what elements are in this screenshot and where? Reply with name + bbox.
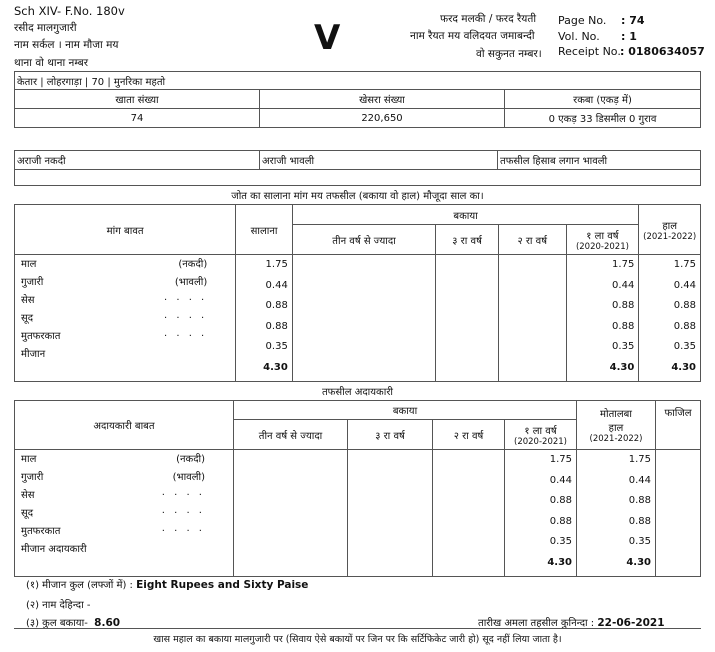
salana-value: 0.35 (265, 341, 288, 352)
demand-caption: जोत का सालाना मांग मय तफसील (बकाया वो हाल) मौजूदा साल का। (231, 191, 484, 202)
salana-col-header: सालाना (236, 205, 293, 255)
payment-caption: तफसील अदायकारी (321, 387, 393, 398)
volume-letter: V (314, 18, 341, 58)
payment-item-mizan: मीजान अदायकारी (21, 544, 87, 555)
bakaya-col-header: बकाया (292, 205, 639, 225)
motalba-values-cell (577, 450, 656, 577)
demand-col-header: मांग बावत (15, 205, 236, 255)
doosra-varsh-cell (498, 255, 566, 382)
pehla-varsh-value: 1.75 (612, 259, 635, 270)
motalba-col-header: मोतालबा हाल (2021-2022) (577, 401, 656, 450)
payment-teesra-varsh-header: ३ रा वर्ष (348, 420, 433, 450)
motalba-value: 1.75 (628, 454, 651, 465)
motalba-value: 0.88 (628, 515, 651, 527)
salana-value: 0.88 (265, 320, 288, 332)
motalba-value: 0.88 (628, 495, 651, 506)
footer-divider (14, 628, 701, 629)
demand-item-sood: सूद · · · · (21, 313, 208, 324)
motalba-total: 4.30 (626, 556, 651, 568)
pehla-varsh-value: 0.88 (612, 320, 635, 332)
payment-item-ses: सेस · · · · (21, 490, 205, 501)
form-code: Sch XIV- F.No. 180v (14, 4, 125, 18)
payment-pehla-varsh-value: 0.88 (549, 515, 572, 527)
teesra-varsh-header: ३ रा वर्ष (436, 225, 499, 255)
depositor-name: (२) नाम देहिन्दा - (26, 600, 91, 611)
salana-value: 1.75 (265, 259, 288, 270)
payment-bakaya-header: बकाया (234, 401, 577, 420)
thana-label: थाना वो थाना नम्बर (14, 57, 89, 69)
pehla-varsh-value: 0.35 (612, 341, 635, 352)
payment-teesra-varsh-cell (348, 450, 433, 577)
receipt-no-label: Receipt No. (558, 45, 621, 58)
receipt-no-value: : 0180634057 (620, 45, 705, 58)
khata-header: खाता संख्या (15, 90, 260, 109)
salana-value: 0.44 (265, 279, 288, 291)
araji-table (14, 150, 701, 186)
demand-items-cell (15, 255, 236, 382)
location-line: केतार | लोहरगाड़ा | 70 | मुनरिका महतो (15, 72, 701, 90)
total-arrears: (३) कुल बकाया- 8.60 (26, 617, 121, 629)
salana-values-cell (236, 255, 293, 382)
hal-values-cell (639, 255, 701, 382)
pehla-varsh-values-cell (566, 255, 639, 382)
vol-no-label: Vol. No. (558, 30, 600, 43)
payment-pehla-varsh-total: 4.30 (547, 556, 572, 568)
page-no-value: : 74 (621, 14, 645, 27)
araji-blank-row (15, 170, 701, 186)
demand-table (14, 204, 701, 382)
raiyat-label: नाम रैयत मय वलिदयत जमाबन्दी (410, 30, 535, 42)
tin-varsh-header: तीन वर्ष से ज्यादा (292, 225, 435, 255)
rakba-value: 0 एकड़ 33 डिसमील 0 गुराव (505, 109, 701, 128)
payment-item-mutafarkat: मुतफरकात · · · · (21, 526, 205, 537)
circle-label: नाम सर्कल । नाम मौजा मय (14, 39, 119, 51)
payment-doosra-varsh-header: २ रा वर्ष (433, 420, 505, 450)
demand-item-mal: माल (नकदी) (21, 259, 208, 270)
fard-label: फरद मलकी / फरद रैयती (440, 13, 537, 25)
motalba-value: 0.44 (628, 474, 651, 486)
salana-total: 4.30 (263, 361, 288, 373)
payment-item-gujari: गुजारी (भावली) (21, 472, 205, 483)
demand-item-gujari: गुजारी (भावली) (21, 277, 208, 288)
demand-item-ses: सेस · · · · (21, 295, 208, 306)
payment-pehla-varsh-value: 0.35 (549, 536, 572, 547)
pehla-varsh-value: 0.44 (612, 279, 635, 291)
payment-table (14, 400, 701, 577)
payment-pehla-varsh-values-cell (505, 450, 577, 577)
payment-pehla-varsh-value: 0.88 (549, 495, 572, 506)
payment-tin-varsh-cell (234, 450, 348, 577)
demand-item-mutafarkat: मुतफरकात · · · · (21, 331, 208, 342)
khesra-header: खेसरा संख्या (260, 90, 505, 109)
receipt-type: रसीद मालगुजारी (14, 22, 77, 34)
tafsil-lagan: तफसील हिसाब लगान भावली (498, 151, 701, 170)
tin-varsh-cell (292, 255, 435, 382)
tehsil-date: तारीख अमला तहसील कुनिन्दा : 22-06-2021 (478, 617, 665, 629)
payment-item-mal: माल (नकदी) (21, 454, 205, 465)
khata-value: 74 (15, 109, 260, 128)
fazil-values-cell (656, 450, 701, 577)
land-info-table (14, 71, 701, 128)
hal-value: 1.75 (673, 259, 696, 270)
hal-value: 0.44 (673, 279, 696, 291)
salana-value: 0.88 (265, 300, 288, 311)
total-in-words: (१) मीजान कुल (लफ्जों में) : Eight Rupees and Sixty Paise (26, 579, 309, 591)
payment-item-sood: सूद · · · · (21, 508, 205, 519)
rakba-header: रकबा (एकड़ में) (505, 90, 701, 109)
sakunat-label: वो सकुनत नम्बर। (476, 48, 542, 60)
payment-col-header: अदायकारी बाबत (15, 401, 234, 450)
hal-total: 4.30 (671, 361, 696, 373)
page-no-label: Page No. (558, 14, 607, 27)
payment-items-cell (15, 450, 234, 577)
pehla-varsh-value: 0.88 (612, 300, 635, 311)
teesra-varsh-cell (436, 255, 499, 382)
payment-doosra-varsh-cell (433, 450, 505, 577)
pehla-varsh-header: १ ला वर्ष (2020-2021) (566, 225, 639, 255)
payment-pehla-varsh-header: १ ला वर्ष (2020-2021) (505, 420, 577, 450)
payment-pehla-varsh-value: 1.75 (549, 454, 572, 465)
khesra-value: 220,650 (260, 109, 505, 128)
payment-tin-varsh-header: तीन वर्ष से ज्यादा (234, 420, 348, 450)
demand-item-mizan: मीजान (21, 349, 46, 360)
footer-note: खास महाल का बकाया मालगुजारी पर (सिवाय ऐसे बकायों पर जिन पर कि सर्टिफिकेट जारी हो) सूद नहीं लिया जाता है। (153, 634, 562, 645)
hal-col-header: हाल (2021-2022) (639, 205, 701, 255)
payment-pehla-varsh-value: 0.44 (549, 474, 572, 486)
hal-value: 0.35 (673, 341, 696, 352)
fazil-col-header: फाजिल (656, 401, 701, 450)
vol-no-value: : 1 (621, 30, 637, 43)
motalba-value: 0.35 (628, 536, 651, 547)
hal-value: 0.88 (673, 320, 696, 332)
araji-bhavli: अराजी भावली (260, 151, 498, 170)
araji-nakdi: अराजी नकदी (15, 151, 260, 170)
hal-value: 0.88 (673, 300, 696, 311)
pehla-varsh-total: 4.30 (609, 361, 635, 373)
doosra-varsh-header: २ रा वर्ष (498, 225, 566, 255)
